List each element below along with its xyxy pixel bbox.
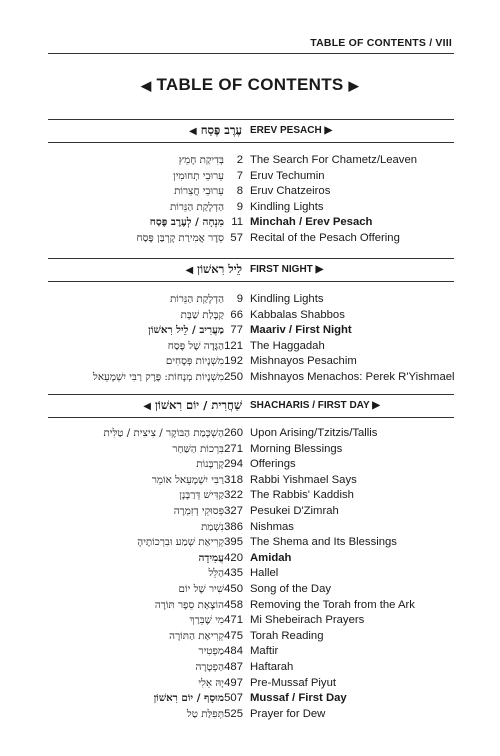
toc-entry[interactable] [48,567,454,583]
toc-entry[interactable] [48,599,454,615]
toc-entry[interactable] [48,154,454,170]
entry-page-number: 525 [224,707,243,720]
section-entries [48,282,454,387]
entry-english-title: Mussaf / First Day [250,692,347,705]
entry-hebrew-title: בִּרְכוֹת הַשַּׁחַר [172,442,224,455]
left-arrow-icon: ◀ [188,126,197,137]
section-entries [48,418,454,723]
toc-entry[interactable] [48,309,454,325]
toc-entry[interactable] [48,677,454,693]
entry-hebrew-title: מִשְׁנָיוֹת פְּסָחִים [165,355,224,368]
entry-page-number: 471 [224,614,243,627]
entry-page-number: 192 [224,355,243,368]
entry-hebrew-title: עֵרוּבֵי חֲצֵרוֹת [174,185,224,198]
entry-hebrew-title: הַפְטָרָה [195,660,224,673]
entry-english-title: Pesukei D'Zimrah [250,504,339,517]
right-arrow-icon: ▶ [315,264,324,275]
section-heb-title: שַׁחֲרִית / יוֹם רִאשׁוֹן ◀ [143,398,242,412]
entry-hebrew-title: הַגָּדָה שֶׁל פֶּסַח [167,339,224,352]
entry-english-title: Upon Arising/Tzitzis/Tallis [250,427,378,439]
entry-english-title: The Haggadah [250,339,325,352]
section-eng-title: FIRST NIGHT ▶ [250,264,324,275]
entry-page-number: 260 [224,427,243,439]
entry-page-number: 475 [224,629,243,642]
entry-hebrew-title: נִשְׁמַת [200,520,224,533]
entry-english-title: Mishnayos Menachos: Perek R'Yishmael [250,370,455,383]
entry-page-number: 57 [230,231,243,244]
entry-page-number: 121 [224,339,243,352]
toc-entry[interactable] [48,474,454,490]
entry-english-title: The Rabbis' Kaddish [250,489,354,502]
entry-english-title: Morning Blessings [250,442,343,455]
entry-page-number: 322 [224,489,243,502]
entry-english-title: Removing the Torah from the Ark [250,598,415,611]
entry-hebrew-title: הוֹצָאַת סֵפֶר תּוֹרָה [154,598,224,611]
toc-entry[interactable] [48,630,454,646]
entry-hebrew-title: מִנְחָה / לְעֶרֶב פֶּסַח [149,216,224,229]
entry-hebrew-title: שִׁיר שֶׁל יוֹם [178,582,224,595]
entry-english-title: Torah Reading [250,629,324,642]
entry-page-number: 66 [230,308,243,321]
entry-page-number: 294 [224,458,243,471]
entry-english-title: Recital of the Pesach Offering [250,231,400,244]
toc-entry[interactable] [48,232,454,248]
left-arrow-icon: ◀ [143,401,151,412]
toc-entry[interactable] [48,443,454,459]
entry-english-title: Rabbi Yishmael Says [250,473,357,486]
entry-page-number: 420 [224,551,243,564]
section-entries [48,143,454,248]
toc-entry[interactable] [48,489,454,505]
running-head: TABLE OF CONTENTS / VIII [310,37,452,49]
entry-page-number: 9 [236,200,243,213]
section-heb-title: לֵיל רִאשׁוֹן ◀ [185,262,242,276]
entry-page-number: 271 [224,442,243,455]
entry-hebrew-title: מַפְטִיר [198,645,224,658]
toc-entry[interactable] [48,708,454,724]
entry-page-number: 9 [236,293,243,305]
entry-english-title: Hallel [250,567,279,580]
section-heb-title: עֶרֶב פֶּסַח ◀ [188,123,242,137]
entry-hebrew-title: קַדִּישׁ דְּרַבָּנָן [179,489,224,502]
entry-hebrew-title: מוּסָף / יוֹם רִאשׁוֹן [153,692,224,705]
entry-page-number: 386 [224,520,243,533]
section-header [48,120,454,142]
toc-entry[interactable] [48,458,454,474]
entry-english-title: Maftir [250,645,279,658]
toc-entry[interactable] [48,427,454,443]
section-eng-title: SHACHARIS / FIRST DAY ▶ [250,400,380,411]
toc-entry[interactable] [48,661,454,677]
toc-entry[interactable] [48,692,454,708]
section-eng-title: EREV PESACH ▶ [250,125,333,136]
entry-page-number: 395 [224,536,243,549]
toc-entry[interactable] [48,216,454,232]
entry-english-title: Nishmas [250,520,294,533]
entry-page-number: 507 [224,692,243,705]
toc-entry[interactable] [48,201,454,217]
entry-page-number: 7 [236,169,243,182]
entry-page-number: 318 [224,473,243,486]
entry-hebrew-title: הַשְׁכָּמַת הַבּוֹקֶר / צִיצִית / טַלִּית [103,427,224,439]
section-header [48,395,454,417]
entry-page-number: 450 [224,582,243,595]
toc-entry[interactable] [48,185,454,201]
entry-page-number: 250 [224,370,243,383]
entry-page-number: 435 [224,567,243,580]
entry-english-title: Minchah / Erev Pesach [250,216,373,229]
left-arrow-icon: ◀ [185,265,194,276]
section-shacharis [48,394,454,723]
toc-entry[interactable] [48,324,454,340]
entry-english-title: Song of the Day [250,582,332,595]
toc-entry[interactable] [48,293,454,309]
section-first-night [48,258,454,387]
entry-page-number: 484 [224,645,243,658]
entry-english-title: Maariv / First Night [250,324,352,337]
entry-english-title: The Shema and Its Blessings [250,536,397,549]
section-erev-pesach [48,119,454,248]
entry-english-title: Haftarah [250,660,294,673]
toc-entry[interactable] [48,536,454,552]
toc-entry[interactable] [48,521,454,537]
entry-page-number: 327 [224,504,243,517]
entry-english-title: Offerings [250,458,296,471]
page-title [0,75,500,95]
toc-entry[interactable] [48,583,454,599]
toc-entry[interactable] [48,371,454,387]
entry-hebrew-title: הַלֵּל [208,567,224,580]
entry-hebrew-title: קַבָּלַת שַׁבָּת [180,308,224,321]
right-ornament-icon: ▶ [348,78,359,93]
entry-english-title: Eruv Techumin [250,169,325,182]
entry-hebrew-title: סֵדֶר אֲמִירַת קָרְבַּן פֶּסַח [136,231,224,244]
entry-english-title: Mi Shebeirach Prayers [250,614,365,627]
toc-entry[interactable] [48,552,454,568]
entry-page-number: 8 [236,185,243,198]
entry-hebrew-title: יָהּ אֵלִי [198,676,224,689]
entry-hebrew-title: מִי שֶׁבֵּרַךְ [189,614,224,627]
entry-hebrew-title: מַעֲרִיב / לֵיל רִאשׁוֹן [148,324,224,337]
entry-hebrew-title: הַדְלָקַת הַנֵּרוֹת [170,293,224,305]
entry-hebrew-title: בְּדִיקַת חָמֵץ [178,154,224,166]
toc-entry[interactable] [48,645,454,661]
entry-page-number: 497 [224,676,243,689]
toc-entry[interactable] [48,505,454,521]
entry-page-number: 487 [224,660,243,673]
entry-english-title: The Search For Chametz/Leaven [250,154,418,166]
entry-page-number: 11 [231,216,243,229]
entry-english-title: Eruv Chatzeiros [250,185,331,198]
entry-english-title: Mishnayos Pesachim [250,355,357,368]
entry-hebrew-title: רַבִּי יִשְׁמָעֵאל אוֹמֵר [151,473,224,486]
entry-english-title: Kindling Lights [250,293,324,305]
entry-hebrew-title: הַדְלָקַת הַנֵּרוֹת [170,200,224,213]
entry-hebrew-title: עֵרוּבֵי תְחוּמִין [173,169,224,182]
entry-hebrew-title: קָרְבָּנוֹת [196,458,224,471]
entry-hebrew-title: קְרִיאַת שְׁמַע וּבִרְכוֹתֶיהָ [137,536,224,549]
toc-entry[interactable] [48,614,454,630]
entry-english-title: Prayer for Dew [250,707,326,720]
top-rule [48,53,454,54]
entry-hebrew-title: מִשְׁנָיוֹת מְנָחוֹת: פֶּרֶק רַבִּי יִשְׁמָעֵאל [93,370,224,383]
toc-entry[interactable] [48,355,454,371]
entry-english-title: Pre-Mussaf Piyut [250,676,337,689]
entry-page-number: 2 [236,154,243,166]
entry-hebrew-title: קְרִיאַת הַתּוֹרָה [169,629,224,642]
right-arrow-icon: ▶ [372,400,380,411]
entry-hebrew-title: פְּסוּקֵי דְזִמְרָה [173,504,224,517]
left-ornament-icon: ◀ [141,78,152,93]
entry-english-title: Kindling Lights [250,200,324,213]
page-title-text: TABLE OF CONTENTS [156,75,344,94]
right-arrow-icon: ▶ [324,125,333,136]
toc-entry[interactable] [48,340,454,356]
entry-page-number: 77 [230,324,243,337]
section-header [48,259,454,281]
entry-page-number: 458 [224,598,243,611]
entry-hebrew-title: עֲמִידָה [198,551,224,564]
toc-entry[interactable] [48,170,454,186]
entry-hebrew-title: תְּפִלַּת טַל [186,707,224,720]
entry-english-title: Kabbalas Shabbos [250,308,345,321]
entry-english-title: Amidah [250,551,292,564]
